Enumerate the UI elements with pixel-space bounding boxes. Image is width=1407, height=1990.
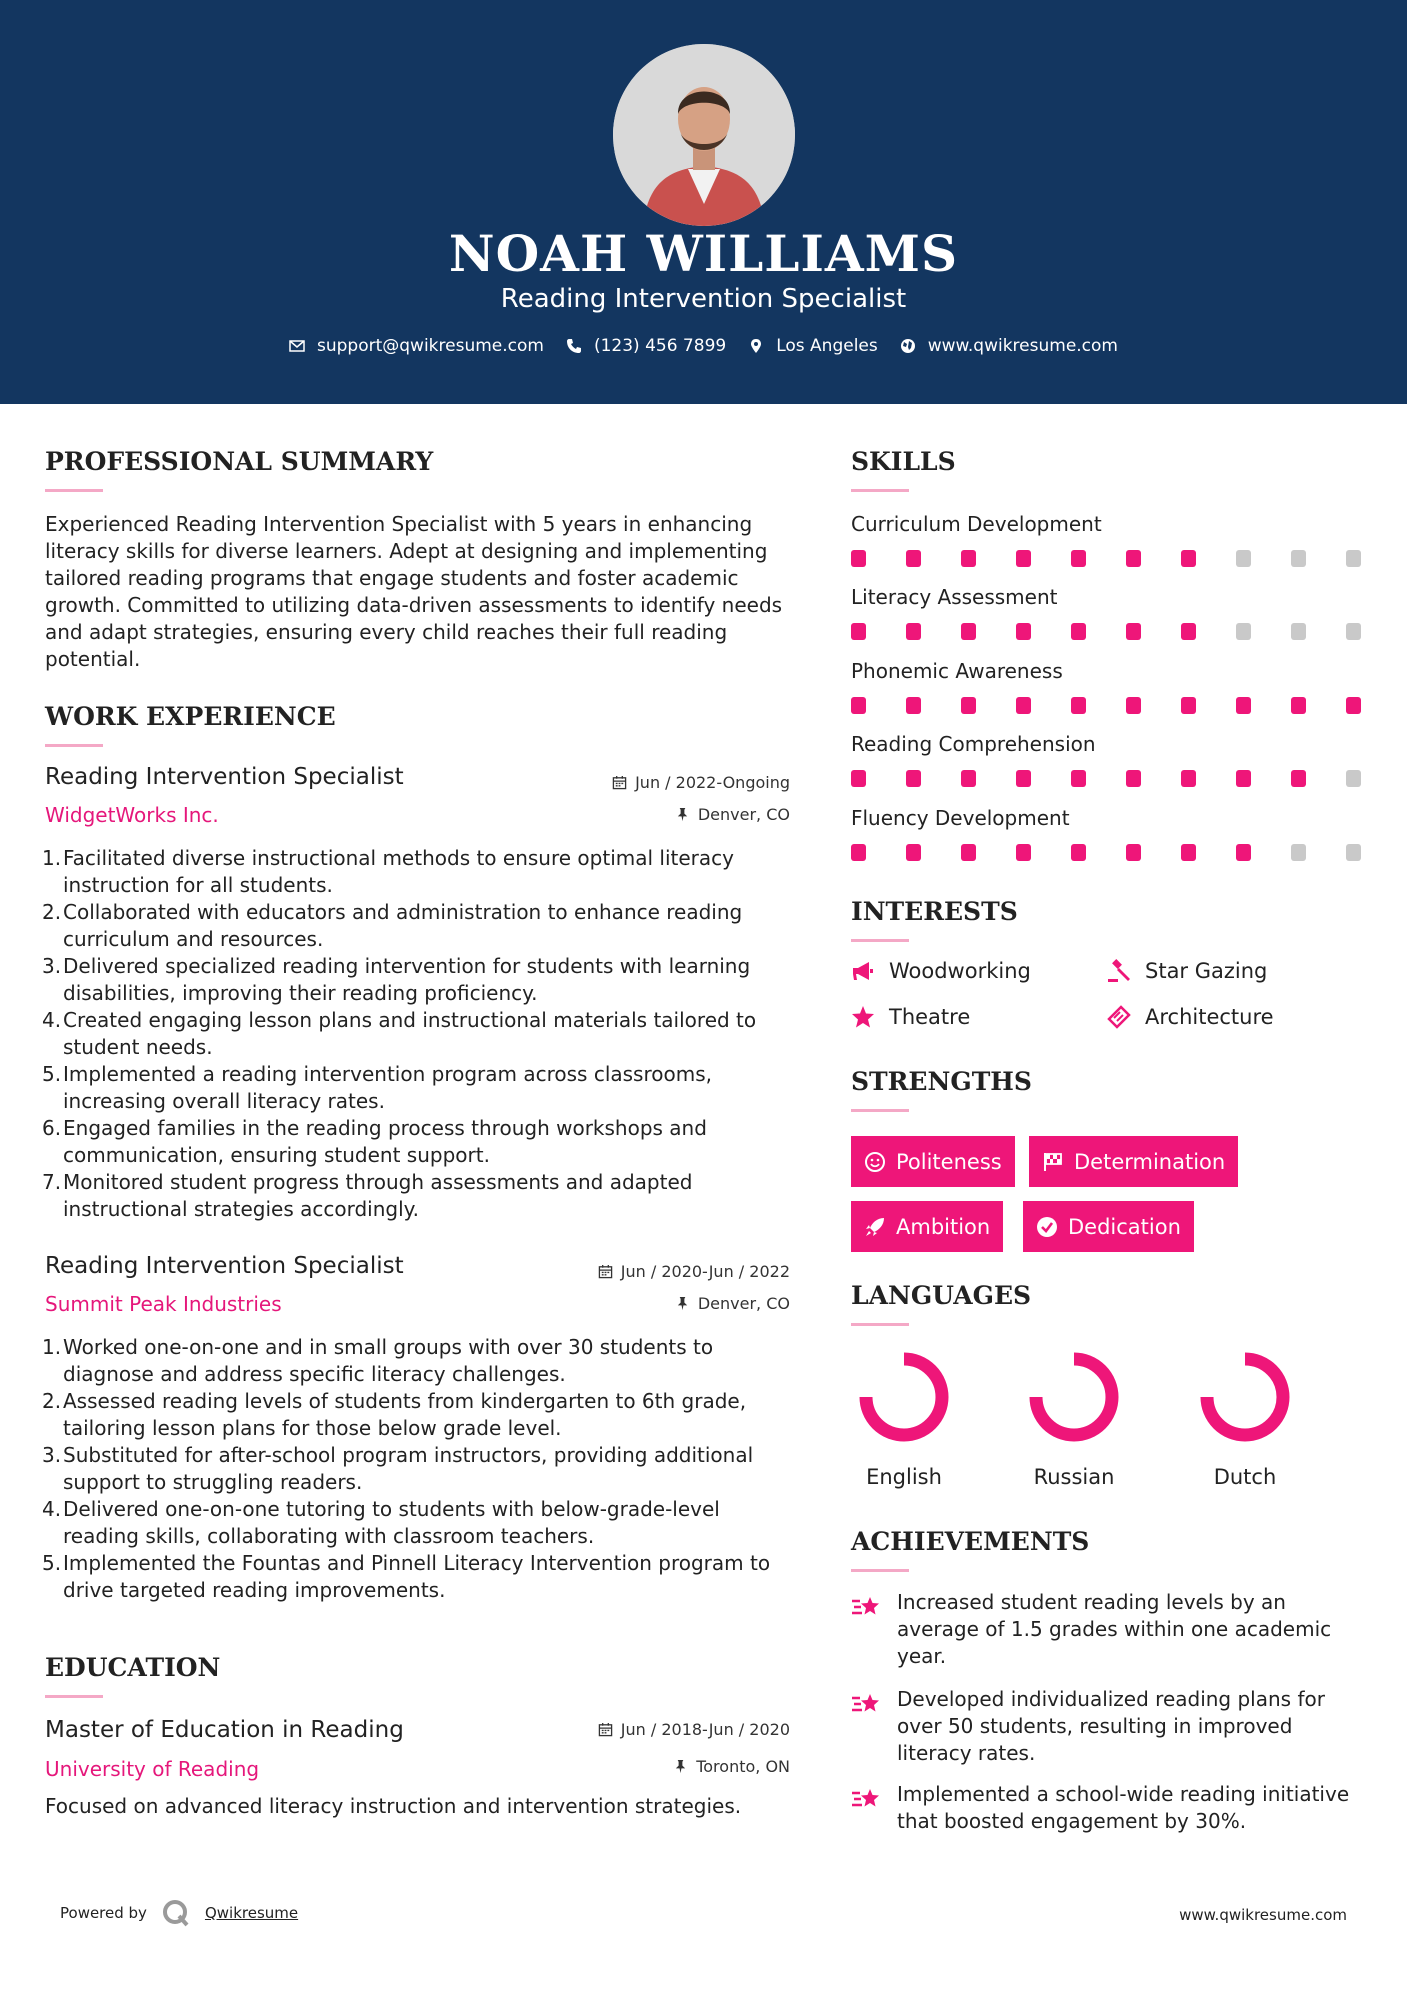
rating-dot-filled [906, 550, 921, 567]
contact-email[interactable] [289, 336, 544, 356]
job-2-dates [500, 1262, 790, 1281]
rating-dot-filled [1016, 697, 1031, 714]
skills-heading: SKILLS [851, 447, 956, 476]
pushpin-icon [675, 807, 690, 822]
language-english [854, 1351, 954, 1489]
education-dates [500, 1720, 790, 1739]
rating-dot-filled [961, 623, 976, 640]
rating-dot-filled [851, 770, 866, 787]
language-name: English [866, 1465, 942, 1489]
list-item: Monitored student progress through assessments and adapted instructional strategies accordingly. [63, 1170, 693, 1221]
rating-dot-empty [1346, 844, 1361, 861]
list-item: Delivered specialized reading intervention for students with learning disabilities, improving their reading proficiency. [63, 954, 751, 1005]
summary-heading: PROFESSIONAL SUMMARY [45, 447, 434, 476]
rating-dot-filled [961, 770, 976, 787]
strengths-divider [851, 1109, 909, 1112]
strength-label: Politeness [896, 1149, 1002, 1174]
location-text: Los Angeles [776, 336, 878, 356]
proficiency-ring [858, 1351, 950, 1443]
strength-politeness [851, 1136, 1015, 1187]
megaphone-icon [851, 959, 875, 983]
interest-label: Woodworking [889, 959, 1031, 983]
rating-dot-filled [906, 623, 921, 640]
achievement-text: Developed individualized reading plans for over 50 students, resulting in improved literacy rates. [897, 1687, 1325, 1765]
email-text: support@qwikresume.com [317, 336, 544, 356]
interests-divider [851, 939, 909, 942]
rating-dot-filled [1126, 623, 1141, 640]
job-1-bullets [45, 845, 795, 1223]
phone-text: (123) 456 7899 [593, 336, 727, 356]
strengths-heading: STRENGTHS [851, 1067, 1032, 1096]
skills-divider [851, 489, 909, 492]
education-heading: EDUCATION [45, 1653, 221, 1682]
languages-heading: LANGUAGES [851, 1281, 1032, 1310]
calendar-icon [598, 1722, 613, 1737]
list-item: Implemented the Fountas and Pinnell Literacy Intervention program to drive targeted reading improvements. [63, 1551, 771, 1602]
rating-dot-filled [961, 550, 976, 567]
education-location-text: Toronto, ON [696, 1757, 790, 1776]
rating-dot-filled [1346, 697, 1361, 714]
job-1-location [500, 805, 790, 824]
degree-title: Master of Education in Reading [45, 1717, 404, 1743]
language-name: Russian [1033, 1465, 1115, 1489]
rating-dot-filled [1071, 550, 1086, 567]
calendar-icon [598, 1264, 613, 1279]
rocket-icon [864, 1216, 886, 1238]
rating-dot-filled [1016, 550, 1031, 567]
rating-dot-filled [1016, 844, 1031, 861]
rating-dot-filled [1126, 770, 1141, 787]
ticket-icon [1107, 1005, 1131, 1029]
list-item: Substituted for after-school program instructors, providing additional support to struggling readers. [63, 1443, 754, 1494]
website-text: www.qwikresume.com [927, 336, 1118, 356]
proficiency-ring [1028, 1351, 1120, 1443]
rating-dot-filled [1181, 770, 1196, 787]
rating-dot-filled [1016, 770, 1031, 787]
rating-dot-filled [1071, 844, 1086, 861]
interest-architecture [1107, 1005, 1274, 1029]
language-name: Dutch [1213, 1465, 1277, 1489]
rating-dot-filled [1236, 770, 1251, 787]
skill-2-rating [851, 623, 1401, 640]
rating-dot-empty [1291, 623, 1306, 640]
rating-dot-filled [1071, 623, 1086, 640]
list-item: Implemented a reading intervention program across classrooms, increasing overall literacy rates. [63, 1062, 712, 1113]
star-icon [851, 1005, 875, 1029]
rating-dot-filled [906, 697, 921, 714]
rating-dot-filled [1126, 844, 1141, 861]
skill-4-name: Reading Comprehension [851, 732, 1096, 756]
work-heading: WORK EXPERIENCE [45, 702, 336, 731]
rating-dot-filled [906, 844, 921, 861]
education-description: Focused on advanced literacy instruction and intervention strategies. [45, 1794, 742, 1818]
contact-bar [0, 336, 1407, 356]
education-location [500, 1757, 790, 1776]
brand-link[interactable]: Qwikresume [204, 1904, 299, 1922]
shooting-star-icon [851, 1690, 883, 1720]
proficiency-arc [866, 1359, 942, 1435]
calendar-icon [612, 775, 627, 790]
proficiency-ring [1199, 1351, 1291, 1443]
rating-dot-empty [1236, 550, 1251, 567]
achievement-1 [851, 1589, 1371, 1670]
rating-dot-filled [1181, 550, 1196, 567]
resume-header [0, 0, 1407, 404]
languages-divider [851, 1323, 909, 1326]
language-dutch [1195, 1351, 1295, 1489]
rating-dot-filled [906, 770, 921, 787]
rating-dot-filled [851, 623, 866, 640]
job-2-title: Reading Intervention Specialist [45, 1253, 404, 1279]
rating-dot-filled [1181, 623, 1196, 640]
pushpin-icon [673, 1759, 688, 1774]
contact-phone[interactable] [566, 336, 726, 356]
rating-dot-filled [1126, 550, 1141, 567]
education-dates-text: Jun / 2018-Jun / 2020 [620, 1720, 790, 1739]
skill-5-name: Fluency Development [851, 806, 1070, 830]
rating-dot-filled [851, 844, 866, 861]
skill-1-name: Curriculum Development [851, 512, 1102, 536]
rating-dot-empty [1291, 844, 1306, 861]
pushpin-icon [675, 1296, 690, 1311]
interest-label: Theatre [889, 1005, 971, 1029]
contact-website[interactable] [900, 336, 1118, 356]
skill-2-name: Literacy Assessment [851, 585, 1058, 609]
rating-dot-filled [1291, 770, 1306, 787]
job-2-company: Summit Peak Industries [45, 1292, 282, 1316]
school-name: University of Reading [45, 1757, 260, 1781]
job-1-company: WidgetWorks Inc. [45, 803, 219, 827]
list-item: Collaborated with educators and administration to enhance reading curriculum and resources. [63, 900, 743, 951]
education-divider [45, 1695, 103, 1698]
rating-dot-filled [1291, 697, 1306, 714]
shooting-star-icon [851, 1785, 883, 1815]
rating-dot-empty [1291, 550, 1306, 567]
list-item: Worked one-on-one and in small groups with over 30 students to diagnose and address specific literacy challenges. [63, 1335, 714, 1386]
check-circle-icon [1036, 1216, 1058, 1238]
summary-text: Experienced Reading Intervention Specialist with 5 years in enhancing literacy skills for diverse learners. Adept at designing and implementing tailored reading programs that engage students and foster academic growth. Committed to utilizing data-driven assessments to identify needs and adapt strategies, ensuring every child reaches their full reading potential. [45, 512, 783, 671]
phone-icon [566, 338, 582, 354]
strength-label: Dedication [1068, 1214, 1181, 1239]
skill-1-rating [851, 550, 1401, 567]
strength-dedication [1023, 1201, 1194, 1252]
strength-ambition [851, 1201, 1003, 1252]
candidate-title: Reading Intervention Specialist [500, 284, 907, 314]
job-1-location-text: Denver, CO [697, 805, 790, 824]
language-russian [1024, 1351, 1124, 1489]
achievement-2 [851, 1686, 1371, 1767]
skill-3-rating [851, 697, 1401, 714]
rating-dot-empty [1346, 623, 1361, 640]
proficiency-arc [1036, 1359, 1112, 1435]
rating-dot-empty [1236, 623, 1251, 640]
work-divider [45, 744, 103, 747]
shooting-star-icon [851, 1593, 883, 1623]
strength-label: Ambition [896, 1214, 991, 1239]
interest-star-gazing [1107, 959, 1267, 983]
powered-by-label: Powered by [60, 1904, 147, 1922]
list-item: Created engaging lesson plans and instructional materials tailored to student needs. [63, 1008, 757, 1059]
rating-dot-empty [1346, 770, 1361, 787]
rating-dot-filled [961, 844, 976, 861]
job-2-bullets [45, 1334, 795, 1604]
smile-icon [864, 1151, 886, 1173]
rating-dot-filled [1236, 844, 1251, 861]
job-1-dates-text: Jun / 2022-Ongoing [635, 773, 790, 792]
interests-heading: INTERESTS [851, 897, 1018, 926]
proficiency-arc [1207, 1359, 1283, 1435]
interest-theatre [851, 1005, 970, 1029]
job-2-location-text: Denver, CO [697, 1294, 790, 1313]
achievement-text: Implemented a school-wide reading initiative that boosted engagement by 30%. [897, 1782, 1350, 1833]
summary-divider [45, 489, 103, 492]
list-item: Facilitated diverse instructional methods to ensure optimal literacy instruction for all students. [63, 846, 734, 897]
job-1-title: Reading Intervention Specialist [45, 764, 404, 790]
achievement-3 [851, 1781, 1371, 1835]
strength-determination [1029, 1136, 1238, 1187]
rating-dot-filled [1071, 697, 1086, 714]
rating-dot-filled [1071, 770, 1086, 787]
list-item: Delivered one-on-one tutoring to students with below-grade-level reading skills, collaborating with classroom teachers. [63, 1497, 720, 1548]
strength-label: Determination [1074, 1149, 1226, 1174]
skill-3-name: Phonemic Awareness [851, 659, 1063, 683]
achievement-text: Increased student reading levels by an average of 1.5 grades within one academic year. [897, 1590, 1332, 1668]
list-item: Assessed reading levels of students from kindergarten to 6th grade, tailoring lesson plans for those below grade level. [63, 1389, 747, 1440]
skill-4-rating [851, 770, 1401, 787]
candidate-name: NOAH WILLIAMS [448, 224, 959, 283]
rating-dot-filled [851, 550, 866, 567]
flag-icon [1042, 1151, 1064, 1173]
list-item: Engaged families in the reading process through workshops and communication, ensuring student support. [63, 1116, 707, 1167]
job-2-location [500, 1294, 790, 1313]
rating-dot-empty [1346, 550, 1361, 567]
footer-powered-by [60, 1898, 298, 1928]
rating-dot-filled [1181, 844, 1196, 861]
interest-label: Architecture [1145, 1005, 1274, 1029]
job-2-dates-text: Jun / 2020-Jun / 2022 [620, 1262, 790, 1281]
rating-dot-filled [1181, 697, 1196, 714]
gavel-icon [1107, 959, 1131, 983]
rating-dot-filled [1236, 697, 1251, 714]
rating-dot-filled [1016, 623, 1031, 640]
rating-dot-filled [851, 697, 866, 714]
rating-dot-filled [961, 697, 976, 714]
profile-photo [613, 44, 795, 226]
job-1-dates [500, 773, 790, 792]
globe-icon [900, 338, 916, 354]
qwikresume-logo-icon [161, 1898, 191, 1928]
envelope-icon [289, 338, 305, 354]
person-avatar-icon [613, 44, 795, 226]
achievements-divider [851, 1569, 909, 1572]
interest-label: Star Gazing [1145, 959, 1268, 983]
interest-woodworking [851, 959, 1031, 983]
map-pin-icon [748, 338, 764, 354]
footer-website[interactable]: www.qwikresume.com [1179, 1906, 1347, 1924]
achievements-heading: ACHIEVEMENTS [851, 1527, 1090, 1556]
rating-dot-filled [1126, 697, 1141, 714]
skill-5-rating [851, 844, 1401, 861]
contact-location [748, 336, 878, 356]
